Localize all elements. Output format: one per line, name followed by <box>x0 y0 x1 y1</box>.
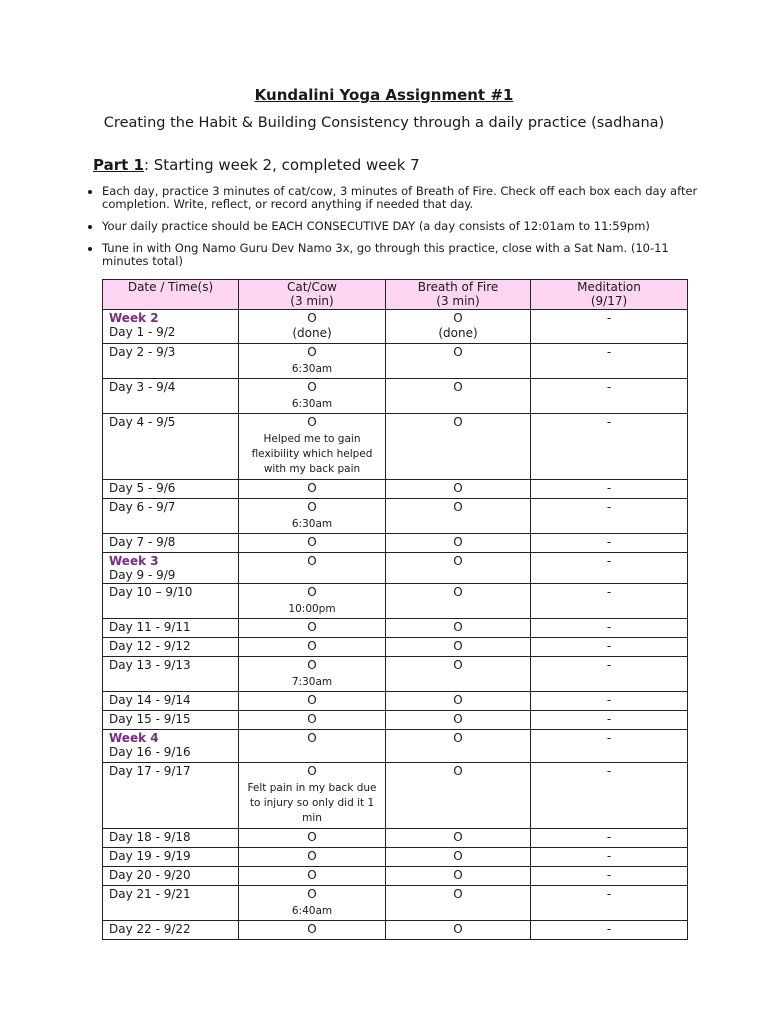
day-label: Day 5 - 9/6 <box>109 481 176 495</box>
meditation-value: - <box>606 887 612 901</box>
check-circle: O <box>307 554 317 568</box>
table-row <box>103 310 688 344</box>
check-circle: O <box>307 712 317 726</box>
check-circle: O <box>307 535 317 549</box>
check-circle: O <box>307 868 317 882</box>
date-cell <box>103 534 239 553</box>
day-label: Day 4 - 9/5 <box>109 415 176 429</box>
breath-of-fire-cell <box>386 499 531 534</box>
breath-of-fire-cell <box>386 829 531 848</box>
breath-of-fire-cell <box>386 763 531 829</box>
day-label: Day 6 - 9/7 <box>109 500 176 514</box>
catcow-cell <box>239 534 386 553</box>
meditation-value: - <box>606 830 612 844</box>
meditation-value: - <box>606 311 612 325</box>
catcow-cell <box>239 867 386 886</box>
catcow-cell <box>239 730 386 763</box>
check-circle: O <box>307 830 317 844</box>
date-cell <box>103 344 239 379</box>
date-cell <box>103 867 239 886</box>
table-row <box>103 829 688 848</box>
check-circle: O <box>453 887 463 901</box>
meditation-cell <box>531 499 688 534</box>
check-circle: O <box>453 731 463 745</box>
instruction-item: • Your daily practice should be EACH CONSECUTIVE DAY (a day consists of 12:01am to 11:59pm) <box>102 220 712 233</box>
day-label: Day 3 - 9/4 <box>109 380 176 394</box>
table-row <box>103 534 688 553</box>
meditation-value: - <box>606 500 612 514</box>
meditation-value: - <box>606 620 612 634</box>
catcow-cell <box>239 480 386 499</box>
meditation-value: - <box>606 712 612 726</box>
meditation-cell <box>531 553 688 584</box>
table-row <box>103 763 688 829</box>
check-circle: O <box>453 922 463 936</box>
breath-of-fire-cell <box>386 344 531 379</box>
instruction-item: • Each day, practice 3 minutes of cat/cow, 3 minutes of Breath of Fire. Check off each box each day after completion. Write, reflect, or record anything if needed that day. <box>102 185 712 211</box>
catcow-cell <box>239 584 386 619</box>
table-row <box>103 584 688 619</box>
date-cell <box>103 711 239 730</box>
catcow-cell <box>239 711 386 730</box>
header-date: Date / Time(s) <box>103 280 239 310</box>
day-label: Day 21 - 9/21 <box>109 887 191 901</box>
check-circle: O <box>453 311 463 325</box>
meditation-value: - <box>606 554 612 568</box>
check-circle: O <box>307 380 317 394</box>
meditation-cell <box>531 867 688 886</box>
date-cell <box>103 692 239 711</box>
date-cell <box>103 657 239 692</box>
catcow-cell <box>239 921 386 940</box>
practice-log-table <box>102 279 688 940</box>
header-catcow: Cat/Cow (3 min) <box>239 280 386 310</box>
catcow-cell <box>239 886 386 921</box>
header-breath-of-fire: Breath of Fire (3 min) <box>386 280 531 310</box>
meditation-value: - <box>606 849 612 863</box>
table-row <box>103 619 688 638</box>
check-circle: O <box>453 554 463 568</box>
meditation-cell <box>531 921 688 940</box>
catcow-cell <box>239 310 386 344</box>
meditation-value: - <box>606 693 612 707</box>
check-circle: O <box>453 585 463 599</box>
breath-of-fire-cell <box>386 379 531 414</box>
catcow-cell <box>239 848 386 867</box>
check-circle: O <box>453 658 463 672</box>
meditation-cell <box>531 657 688 692</box>
catcow-note: 6:30am <box>291 518 333 530</box>
part-label: Part 1 <box>93 156 144 174</box>
table-row <box>103 730 688 763</box>
check-circle: O <box>307 481 317 495</box>
date-cell <box>103 553 239 584</box>
catcow-cell <box>239 619 386 638</box>
catcow-cell <box>239 763 386 829</box>
instructions-list <box>83 176 712 268</box>
week-label: Week 2 <box>109 311 159 325</box>
breath-of-fire-note: (done) <box>438 326 478 340</box>
day-label: Day 7 - 9/8 <box>109 535 176 549</box>
table-row <box>103 344 688 379</box>
meditation-value: - <box>606 380 612 394</box>
check-circle: O <box>307 620 317 634</box>
date-cell <box>103 886 239 921</box>
breath-of-fire-cell <box>386 867 531 886</box>
table-row <box>103 886 688 921</box>
date-cell <box>103 829 239 848</box>
catcow-note: Felt pain in my back due to injury so only did it 1 min <box>247 782 377 824</box>
meditation-cell <box>531 763 688 829</box>
date-cell <box>103 763 239 829</box>
day-label: Day 12 - 9/12 <box>109 639 191 653</box>
catcow-note: (done) <box>292 326 332 340</box>
meditation-cell <box>531 379 688 414</box>
check-circle: O <box>453 345 463 359</box>
check-circle: O <box>453 481 463 495</box>
header-meditation: Meditation (9/17) <box>531 280 688 310</box>
check-circle: O <box>453 693 463 707</box>
catcow-note: Helped me to gain flexibility which helped with my back pain <box>251 433 373 475</box>
catcow-note: 6:40am <box>291 905 333 917</box>
breath-of-fire-cell <box>386 480 531 499</box>
day-label: Day 20 - 9/20 <box>109 868 191 882</box>
check-circle: O <box>453 712 463 726</box>
meditation-cell <box>531 534 688 553</box>
table-row <box>103 921 688 940</box>
check-circle: O <box>307 345 317 359</box>
meditation-value: - <box>606 868 612 882</box>
instruction-item: • Tune in with Ong Namo Guru Dev Namo 3x, go through this practice, close with a Sat Nam. (10-11 minutes total) <box>102 242 712 268</box>
check-circle: O <box>453 849 463 863</box>
meditation-value: - <box>606 922 612 936</box>
date-cell <box>103 310 239 344</box>
table-row <box>103 638 688 657</box>
date-cell <box>103 414 239 480</box>
check-circle: O <box>453 868 463 882</box>
meditation-value: - <box>606 535 612 549</box>
catcow-cell <box>239 379 386 414</box>
check-circle: O <box>453 639 463 653</box>
check-circle: O <box>453 535 463 549</box>
table-row <box>103 379 688 414</box>
catcow-cell <box>239 414 386 480</box>
breath-of-fire-cell <box>386 414 531 480</box>
check-circle: O <box>307 693 317 707</box>
date-cell <box>103 638 239 657</box>
meditation-cell <box>531 711 688 730</box>
check-circle: O <box>307 849 317 863</box>
meditation-value: - <box>606 658 612 672</box>
day-label: Day 19 - 9/19 <box>109 849 191 863</box>
date-cell <box>103 499 239 534</box>
meditation-cell <box>531 692 688 711</box>
day-label: Day 15 - 9/15 <box>109 712 191 726</box>
meditation-cell <box>531 414 688 480</box>
meditation-cell <box>531 619 688 638</box>
date-cell <box>103 848 239 867</box>
table-row <box>103 657 688 692</box>
day-label: Day 10 – 9/10 <box>109 585 193 599</box>
day-label: Day 1 - 9/2 <box>109 325 176 339</box>
meditation-value: - <box>606 415 612 429</box>
breath-of-fire-cell <box>386 584 531 619</box>
check-circle: O <box>453 830 463 844</box>
breath-of-fire-cell <box>386 730 531 763</box>
day-label: Day 22 - 9/22 <box>109 922 191 936</box>
table-row <box>103 414 688 480</box>
date-cell <box>103 921 239 940</box>
catcow-cell <box>239 638 386 657</box>
day-label: Day 9 - 9/9 <box>109 568 176 582</box>
meditation-cell <box>531 829 688 848</box>
table-body <box>103 310 688 940</box>
date-cell <box>103 619 239 638</box>
check-circle: O <box>453 764 463 778</box>
check-circle: O <box>307 585 317 599</box>
catcow-cell <box>239 553 386 584</box>
catcow-cell <box>239 829 386 848</box>
check-circle: O <box>307 887 317 901</box>
part-text: : Starting week 2, completed week 7 <box>143 156 420 174</box>
date-cell <box>103 584 239 619</box>
meditation-cell <box>531 480 688 499</box>
breath-of-fire-cell <box>386 619 531 638</box>
table-row <box>103 553 688 584</box>
document-title: Kundalini Yoga Assignment #1 <box>254 86 514 104</box>
meditation-value: - <box>606 764 612 778</box>
document-subtitle: Creating the Habit & Building Consistency through a daily practice (sadhana) <box>103 115 665 131</box>
catcow-note: 6:30am <box>291 363 333 375</box>
check-circle: O <box>307 731 317 745</box>
check-circle: O <box>307 500 317 514</box>
breath-of-fire-cell <box>386 921 531 940</box>
table-row <box>103 867 688 886</box>
check-circle: O <box>307 658 317 672</box>
table-row <box>103 499 688 534</box>
check-circle: O <box>307 639 317 653</box>
catcow-note: 7:30am <box>291 676 333 688</box>
day-label: Day 11 - 9/11 <box>109 620 191 634</box>
check-circle: O <box>307 311 317 325</box>
catcow-cell <box>239 692 386 711</box>
day-label: Day 16 - 9/16 <box>109 745 191 759</box>
meditation-cell <box>531 638 688 657</box>
check-circle: O <box>307 764 317 778</box>
breath-of-fire-cell <box>386 534 531 553</box>
day-label: Day 2 - 9/3 <box>109 345 176 359</box>
catcow-cell <box>239 657 386 692</box>
meditation-value: - <box>606 345 612 359</box>
check-circle: O <box>453 380 463 394</box>
breath-of-fire-cell <box>386 848 531 867</box>
check-circle: O <box>307 415 317 429</box>
meditation-cell <box>531 730 688 763</box>
catcow-cell <box>239 499 386 534</box>
check-circle: O <box>453 415 463 429</box>
table-header-row <box>103 280 688 310</box>
date-cell <box>103 480 239 499</box>
breath-of-fire-cell <box>386 711 531 730</box>
breath-of-fire-cell <box>386 638 531 657</box>
table-row <box>103 848 688 867</box>
breath-of-fire-cell <box>386 657 531 692</box>
table-row <box>103 711 688 730</box>
table-row <box>103 692 688 711</box>
meditation-value: - <box>606 639 612 653</box>
breath-of-fire-cell <box>386 692 531 711</box>
meditation-value: - <box>606 481 612 495</box>
day-label: Day 17 - 9/17 <box>109 764 191 778</box>
meditation-cell <box>531 886 688 921</box>
week-label: Week 4 <box>109 731 159 745</box>
catcow-cell <box>239 344 386 379</box>
meditation-cell <box>531 310 688 344</box>
date-cell <box>103 379 239 414</box>
catcow-note: 10:00pm <box>288 603 336 615</box>
day-label: Day 14 - 9/14 <box>109 693 191 707</box>
meditation-value: - <box>606 585 612 599</box>
breath-of-fire-cell <box>386 310 531 344</box>
meditation-cell <box>531 344 688 379</box>
day-label: Day 13 - 9/13 <box>109 658 191 672</box>
meditation-cell <box>531 848 688 867</box>
part-heading <box>93 156 420 174</box>
breath-of-fire-cell <box>386 553 531 584</box>
day-label: Day 18 - 9/18 <box>109 830 191 844</box>
meditation-value: - <box>606 731 612 745</box>
meditation-cell <box>531 584 688 619</box>
check-circle: O <box>453 500 463 514</box>
date-cell <box>103 730 239 763</box>
check-circle: O <box>307 922 317 936</box>
week-label: Week 3 <box>109 554 159 568</box>
breath-of-fire-cell <box>386 886 531 921</box>
catcow-note: 6:30am <box>291 398 333 410</box>
check-circle: O <box>453 620 463 634</box>
table-row <box>103 480 688 499</box>
